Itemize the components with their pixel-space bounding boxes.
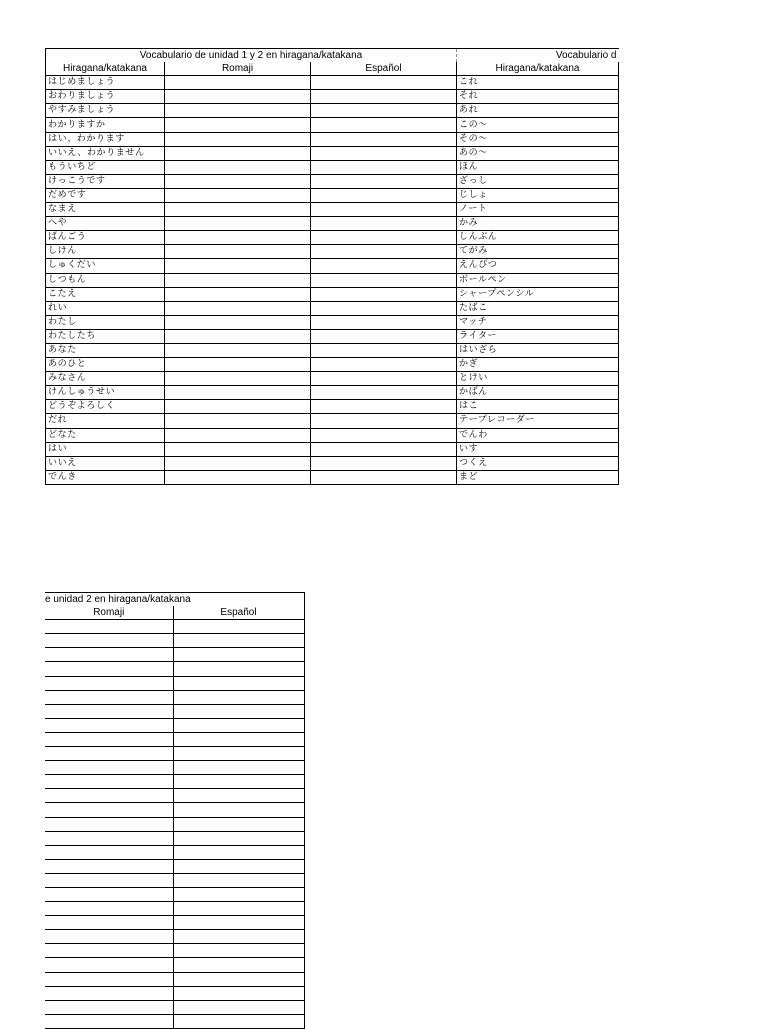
cell-hiragana: いいえ: [46, 456, 165, 470]
table-row: [45, 887, 304, 901]
cell-romaji: [45, 732, 173, 746]
cell-romaji: [165, 287, 311, 301]
cell-hiragana-2: テープレコーダー: [457, 414, 619, 428]
cell-hiragana-2: マッチ: [457, 315, 619, 329]
table-row: [45, 986, 304, 1000]
cell-espanol: [311, 343, 457, 357]
cell-hiragana: どなた: [46, 428, 165, 442]
cell-espanol: [173, 676, 304, 690]
cell-hiragana: いいえ、わかりません: [46, 146, 165, 160]
cell-romaji: [45, 620, 173, 634]
cell-hiragana-2: つくえ: [457, 456, 619, 470]
cell-romaji: [45, 761, 173, 775]
table-row: [46, 245, 619, 259]
cell-espanol: [173, 972, 304, 986]
table-row: [45, 916, 304, 930]
table-row: [46, 160, 619, 174]
cell-hiragana: へや: [46, 217, 165, 231]
cell-espanol: [173, 831, 304, 845]
vocabulary-table-unit-2-continued: [45, 592, 305, 1029]
cell-espanol: [173, 803, 304, 817]
table-row: [45, 676, 304, 690]
cell-hiragana: だれ: [46, 414, 165, 428]
cell-romaji: [165, 456, 311, 470]
cell-romaji: [165, 301, 311, 315]
cell-espanol: [173, 930, 304, 944]
table-row: [45, 747, 304, 761]
cell-romaji: [45, 986, 173, 1000]
cell-hiragana-2: その～: [457, 132, 619, 146]
cell-romaji: [45, 887, 173, 901]
cell-romaji: [165, 90, 311, 104]
column-header-espanol: Español: [311, 62, 457, 76]
cell-romaji: [165, 329, 311, 343]
cell-hiragana-2: えんぴつ: [457, 259, 619, 273]
table-row: [45, 662, 304, 676]
cell-espanol: [311, 273, 457, 287]
cell-romaji: [45, 803, 173, 817]
table-row: [45, 1014, 304, 1028]
cell-hiragana: わかりますか: [46, 118, 165, 132]
cell-espanol: [173, 845, 304, 859]
table-row: [45, 718, 304, 732]
table-row: [46, 118, 619, 132]
cell-romaji: [165, 442, 311, 456]
cell-romaji: [45, 704, 173, 718]
cell-romaji: [45, 690, 173, 704]
table-row: [45, 704, 304, 718]
cell-romaji: [165, 174, 311, 188]
cell-espanol: [311, 372, 457, 386]
cell-hiragana: もういちど: [46, 160, 165, 174]
cell-hiragana: おわりましょう: [46, 90, 165, 104]
cell-hiragana-2: でんわ: [457, 428, 619, 442]
table-row: [45, 944, 304, 958]
cell-hiragana-2: とけい: [457, 372, 619, 386]
cell-hiragana-2: かぎ: [457, 358, 619, 372]
cell-romaji: [45, 718, 173, 732]
cell-hiragana: しけん: [46, 245, 165, 259]
cell-hiragana-2: はこ: [457, 400, 619, 414]
cell-hiragana-2: この～: [457, 118, 619, 132]
cell-hiragana: だめです: [46, 188, 165, 202]
cell-romaji: [45, 817, 173, 831]
cell-hiragana-2: じしょ: [457, 188, 619, 202]
cell-hiragana-2: これ: [457, 76, 619, 90]
table-row: [45, 634, 304, 648]
cell-espanol: [311, 203, 457, 217]
cell-hiragana: わたし: [46, 315, 165, 329]
cell-espanol: [311, 217, 457, 231]
cell-romaji: [45, 662, 173, 676]
cell-romaji: [165, 231, 311, 245]
cell-espanol: [173, 690, 304, 704]
column-header-romaji: Romaji: [165, 62, 311, 76]
cell-romaji: [165, 315, 311, 329]
table-row: [46, 315, 619, 329]
cell-romaji: [165, 245, 311, 259]
cell-hiragana-2: ノート: [457, 203, 619, 217]
cell-romaji: [45, 789, 173, 803]
cell-hiragana-2: かみ: [457, 217, 619, 231]
cell-espanol: [173, 873, 304, 887]
table-row: [46, 456, 619, 470]
cell-espanol: [173, 986, 304, 1000]
cell-hiragana-2: シャープペンシル: [457, 287, 619, 301]
cell-espanol: [311, 358, 457, 372]
cell-espanol: [173, 718, 304, 732]
table-title-continued: Vocabulario d: [457, 49, 619, 63]
cell-romaji: [165, 217, 311, 231]
cell-hiragana: なまえ: [46, 203, 165, 217]
cell-romaji: [45, 902, 173, 916]
cell-espanol: [173, 732, 304, 746]
table-row: [46, 301, 619, 315]
cell-romaji: [45, 1000, 173, 1014]
table-row: [45, 648, 304, 662]
cell-romaji: [165, 203, 311, 217]
cell-romaji: [45, 775, 173, 789]
cell-hiragana-2: ほん: [457, 160, 619, 174]
cell-espanol: [311, 90, 457, 104]
table-row: [45, 902, 304, 916]
column-header-espanol: Español: [173, 606, 304, 620]
cell-espanol: [311, 146, 457, 160]
table-row: [45, 761, 304, 775]
table-row: [46, 343, 619, 357]
table-row: [45, 775, 304, 789]
cell-romaji: [45, 859, 173, 873]
cell-hiragana-2: まど: [457, 470, 619, 484]
cell-espanol: [173, 747, 304, 761]
cell-espanol: [173, 620, 304, 634]
cell-hiragana-2: あの～: [457, 146, 619, 160]
cell-romaji: [165, 76, 311, 90]
table-row: [45, 817, 304, 831]
table-title: e unidad 2 en hiragana/katakana: [45, 593, 304, 607]
cell-hiragana-2: ボールペン: [457, 273, 619, 287]
cell-espanol: [173, 887, 304, 901]
cell-hiragana: みなさん: [46, 372, 165, 386]
cell-romaji: [165, 358, 311, 372]
cell-hiragana: けんしゅうせい: [46, 386, 165, 400]
cell-espanol: [173, 761, 304, 775]
cell-romaji: [45, 972, 173, 986]
cell-espanol: [311, 442, 457, 456]
table-row: [46, 259, 619, 273]
table-row: [46, 231, 619, 245]
cell-romaji: [165, 118, 311, 132]
cell-espanol: [173, 817, 304, 831]
cell-hiragana-2: たばこ: [457, 301, 619, 315]
cell-espanol: [173, 902, 304, 916]
cell-hiragana: やすみましょう: [46, 104, 165, 118]
vocabulary-rows: [46, 76, 619, 485]
cell-romaji: [165, 400, 311, 414]
cell-hiragana: あのひと: [46, 358, 165, 372]
cell-espanol: [311, 428, 457, 442]
cell-espanol: [311, 174, 457, 188]
cell-hiragana: しつもん: [46, 273, 165, 287]
cell-hiragana-2: かばん: [457, 386, 619, 400]
cell-romaji: [45, 845, 173, 859]
table-row: [46, 217, 619, 231]
cell-romaji: [45, 831, 173, 845]
cell-romaji: [165, 343, 311, 357]
cell-espanol: [311, 160, 457, 174]
table-row: [46, 76, 619, 90]
cell-romaji: [45, 873, 173, 887]
cell-romaji: [165, 386, 311, 400]
cell-hiragana: はい、わかります: [46, 132, 165, 146]
cell-hiragana: わたしたち: [46, 329, 165, 343]
table-row: [46, 372, 619, 386]
cell-espanol: [311, 231, 457, 245]
table-row: [45, 789, 304, 803]
table-row: [46, 329, 619, 343]
cell-romaji: [165, 259, 311, 273]
cell-espanol: [311, 188, 457, 202]
cell-hiragana: れい: [46, 301, 165, 315]
blank-rows: [45, 620, 304, 1029]
cell-espanol: [311, 414, 457, 428]
cell-romaji: [165, 273, 311, 287]
table-row: [46, 287, 619, 301]
cell-romaji: [165, 104, 311, 118]
cell-espanol: [311, 315, 457, 329]
cell-espanol: [311, 301, 457, 315]
cell-romaji: [165, 160, 311, 174]
table-row: [46, 386, 619, 400]
cell-espanol: [173, 789, 304, 803]
table-row: [46, 400, 619, 414]
cell-espanol: [173, 662, 304, 676]
cell-espanol: [311, 329, 457, 343]
cell-espanol: [311, 118, 457, 132]
cell-espanol: [173, 1000, 304, 1014]
cell-hiragana: こたえ: [46, 287, 165, 301]
cell-romaji: [165, 132, 311, 146]
cell-hiragana: しゅくだい: [46, 259, 165, 273]
table-row: [45, 1000, 304, 1014]
cell-espanol: [173, 916, 304, 930]
cell-hiragana: けっこうです: [46, 174, 165, 188]
cell-romaji: [45, 944, 173, 958]
cell-espanol: [173, 704, 304, 718]
cell-hiragana-2: あれ: [457, 104, 619, 118]
cell-romaji: [45, 634, 173, 648]
cell-romaji: [165, 188, 311, 202]
cell-hiragana-2: はいざら: [457, 343, 619, 357]
table-row: [45, 690, 304, 704]
table-row: [46, 273, 619, 287]
cell-romaji: [45, 916, 173, 930]
table-row: [45, 958, 304, 972]
table-row: [46, 90, 619, 104]
cell-romaji: [45, 930, 173, 944]
cell-romaji: [45, 958, 173, 972]
table-row: [45, 930, 304, 944]
cell-espanol: [311, 104, 457, 118]
table-row: [45, 732, 304, 746]
vocabulary-table-unit-1-2: [45, 48, 619, 485]
cell-romaji: [45, 648, 173, 662]
table-row: [45, 845, 304, 859]
table-row: [46, 358, 619, 372]
cell-espanol: [173, 634, 304, 648]
cell-espanol: [173, 648, 304, 662]
cell-espanol: [173, 1014, 304, 1028]
cell-hiragana-2: ライター: [457, 329, 619, 343]
cell-espanol: [311, 259, 457, 273]
table-title: Vocabulario de unidad 1 y 2 en hiragana/katakana: [46, 49, 457, 63]
table-row: [46, 428, 619, 442]
column-header-romaji: Romaji: [45, 606, 173, 620]
cell-hiragana-2: しんぶん: [457, 231, 619, 245]
table-row: [46, 104, 619, 118]
cell-romaji: [165, 146, 311, 160]
table-row: [45, 831, 304, 845]
cell-hiragana-2: いす: [457, 442, 619, 456]
cell-hiragana: あなた: [46, 343, 165, 357]
cell-hiragana: ばんごう: [46, 231, 165, 245]
cell-espanol: [311, 132, 457, 146]
table-row: [46, 174, 619, 188]
cell-hiragana: どうぞよろしく: [46, 400, 165, 414]
cell-hiragana-2: ざっし: [457, 174, 619, 188]
cell-hiragana-2: それ: [457, 90, 619, 104]
cell-hiragana: はい: [46, 442, 165, 456]
cell-romaji: [45, 747, 173, 761]
table-row: [45, 972, 304, 986]
cell-romaji: [45, 676, 173, 690]
table-row: [46, 203, 619, 217]
cell-hiragana: はじめましょう: [46, 76, 165, 90]
column-header-hiragana-2: Hiragana/katakana: [457, 62, 619, 76]
cell-espanol: [173, 775, 304, 789]
cell-romaji: [165, 428, 311, 442]
table-row: [46, 132, 619, 146]
table-row: [45, 873, 304, 887]
cell-espanol: [311, 245, 457, 259]
cell-espanol: [173, 944, 304, 958]
cell-espanol: [311, 470, 457, 484]
cell-romaji: [165, 470, 311, 484]
cell-espanol: [311, 287, 457, 301]
table-row: [46, 188, 619, 202]
column-header-hiragana: Hiragana/katakana: [46, 62, 165, 76]
table-row: [46, 414, 619, 428]
cell-espanol: [311, 400, 457, 414]
table-row: [45, 803, 304, 817]
cell-hiragana-2: てがみ: [457, 245, 619, 259]
table-row: [45, 859, 304, 873]
cell-romaji: [45, 1014, 173, 1028]
cell-romaji: [165, 414, 311, 428]
cell-romaji: [165, 372, 311, 386]
cell-espanol: [311, 456, 457, 470]
cell-espanol: [173, 859, 304, 873]
cell-espanol: [311, 386, 457, 400]
cell-espanol: [173, 958, 304, 972]
cell-hiragana: でんき: [46, 470, 165, 484]
table-row: [45, 620, 304, 634]
table-row: [46, 146, 619, 160]
table-row: [46, 470, 619, 484]
table-row: [46, 442, 619, 456]
cell-espanol: [311, 76, 457, 90]
